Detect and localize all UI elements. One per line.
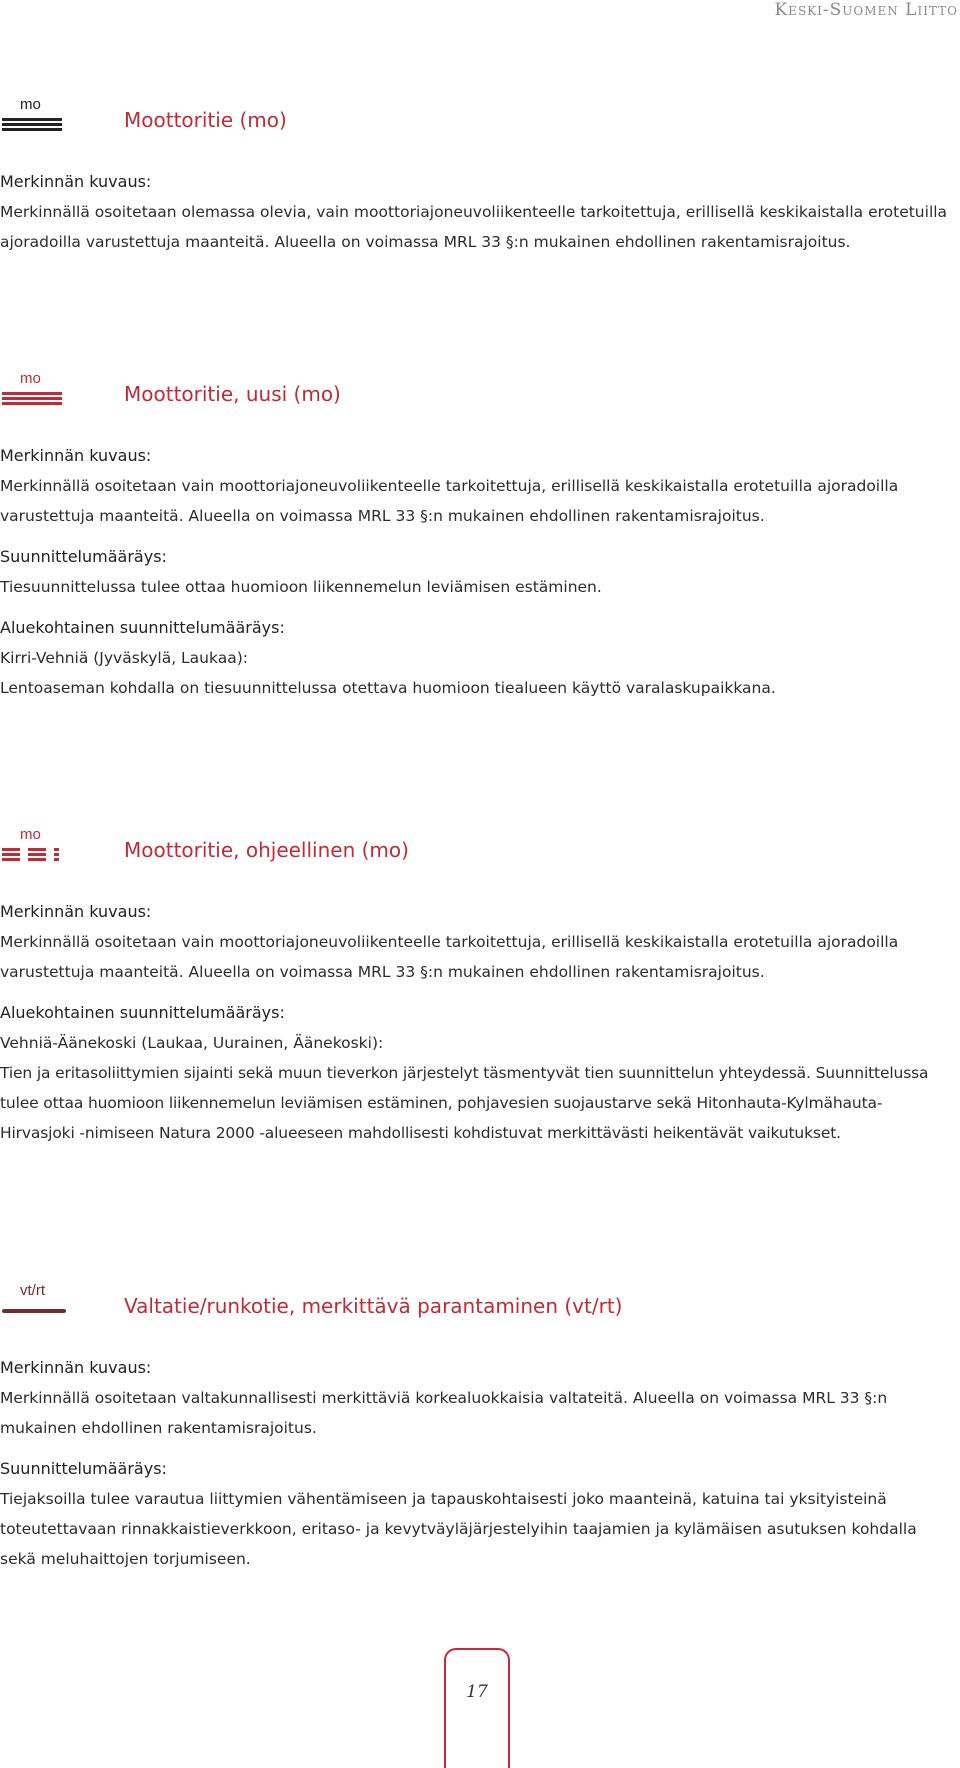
legend-symbol-motorway-indicative — [2, 826, 66, 866]
header-organization: Keski-Suomen Liitto — [774, 0, 958, 20]
block-aluekohtainen-maarays — [0, 613, 955, 703]
dashed-triple-line-red-icon — [2, 848, 64, 864]
triple-line-red-icon — [2, 392, 64, 408]
block-label: Aluekohtainen suunnittelumääräys: — [0, 618, 285, 637]
block-paragraph: Tien ja eritasoliittymien sijainti sekä muun tieverkon järjestelyt täsmentyvät tien suunnittelun yhteydessä. Suunnittelussa tulee ottaa huomioon liikennemelun leviämisen estäminen, pohjavesien suojaustarve sekä Hitonhauta-Kylmähauta-Hirvasjoki -nimiseen Natura 2000 -alueeseen mahdollisesti kohdistuvat merkittävästi heikentävät vaikutukset. — [0, 1064, 929, 1142]
section-title: Moottoritie, ohjeellinen (mo) — [124, 838, 409, 862]
block-label: Merkinnän kuvaus: — [0, 446, 152, 465]
legend-code: mo — [20, 826, 41, 843]
block-aluekohtainen-maarays — [0, 998, 955, 1148]
block-suunnittelumaarays — [0, 542, 955, 602]
block-paragraph: Tiesuunnittelussa tulee ottaa huomioon liikennemelun leviämisen estäminen. — [0, 578, 602, 596]
section-body — [0, 1353, 955, 1585]
block-paragraph: Vehniä-Äänekoski (Laukaa, Uurainen, Äänekoski): — [0, 1034, 384, 1052]
block-paragraph: Merkinnällä osoitetaan olemassa olevia, vain moottoriajoneuvoliikenteelle tarkoitettuja, erillisellä keskikaistalla erotetuilla ajoradoilla varustettuja maanteitä. Alueella on voimassa MRL 33 §:n mukainen ehdollinen rakentamisrajoitus. — [0, 203, 948, 251]
section-body — [0, 167, 955, 268]
block-label: Merkinnän kuvaus: — [0, 1358, 152, 1377]
single-line-brown-icon — [2, 1309, 68, 1317]
block-paragraph: Merkinnällä osoitetaan vain moottoriajoneuvoliikenteelle tarkoitettuja, erillisellä keskikaistalla erotetuilla ajoradoilla varustettuja maanteitä. Alueella on voimassa MRL 33 §:n mukainen ehdollinen rakentamisrajoitus. — [0, 477, 899, 525]
block-merkinnan-kuvaus — [0, 167, 955, 257]
block-label: Aluekohtainen suunnittelumääräys: — [0, 1003, 285, 1022]
block-merkinnan-kuvaus — [0, 897, 955, 987]
block-paragraph: Merkinnällä osoitetaan vain moottoriajoneuvoliikenteelle tarkoitettuja, erillisellä keskikaistalla erotetuilla ajoradoilla varustettuja maanteitä. Alueella on voimassa MRL 33 §:n mukainen ehdollinen rakentamisrajoitus. — [0, 933, 899, 981]
block-merkinnan-kuvaus — [0, 1353, 955, 1443]
section-title: Moottoritie, uusi (mo) — [124, 382, 341, 406]
block-label: Merkinnän kuvaus: — [0, 902, 152, 921]
block-merkinnan-kuvaus — [0, 441, 955, 531]
legend-symbol-main-road — [2, 1282, 66, 1322]
block-label: Merkinnän kuvaus: — [0, 172, 152, 191]
block-suunnittelumaarays — [0, 1454, 955, 1574]
section-body — [0, 897, 955, 1159]
block-paragraph: Kirri-Vehniä (Jyväskylä, Laukaa): — [0, 649, 248, 667]
block-paragraph: Lentoaseman kohdalla on tiesuunnittelussa otettava huomioon tiealueen käyttö varalaskupaikkana. — [0, 679, 776, 697]
page-number: 17 — [466, 1682, 488, 1702]
block-paragraph: Tiejaksoilla tulee varautua liittymien vähentämiseen ja tapauskohtaisesti joko maanteinä, katuina tai yksityisteinä toteutettavaan rinnakkaistieverkkoon, eritaso- ja kevytväyläjärjestelyihin taajamien ja kylämäisen asutuksen kohdalla sekä meluhaittojen torjumiseen. — [0, 1490, 917, 1568]
legend-code: mo — [20, 96, 41, 113]
legend-symbol-motorway-new — [2, 370, 66, 410]
triple-line-black-icon — [2, 118, 64, 134]
section-body — [0, 441, 955, 714]
legend-code: vt/rt — [20, 1282, 45, 1299]
block-paragraph: Merkinnällä osoitetaan valtakunnallisesti merkittäviä korkealuokkaisia valtateitä. Alueella on voimassa MRL 33 §:n mukainen ehdollinen rakentamisrajoitus. — [0, 1389, 888, 1437]
section-title: Moottoritie (mo) — [124, 108, 287, 132]
page-number-tab — [444, 1648, 510, 1768]
block-label: Suunnittelumääräys: — [0, 1459, 167, 1478]
section-title: Valtatie/runkotie, merkittävä parantaminen (vt/rt) — [124, 1294, 623, 1318]
legend-symbol-motorway — [2, 96, 66, 136]
legend-code: mo — [20, 370, 41, 387]
block-label: Suunnittelumääräys: — [0, 547, 167, 566]
